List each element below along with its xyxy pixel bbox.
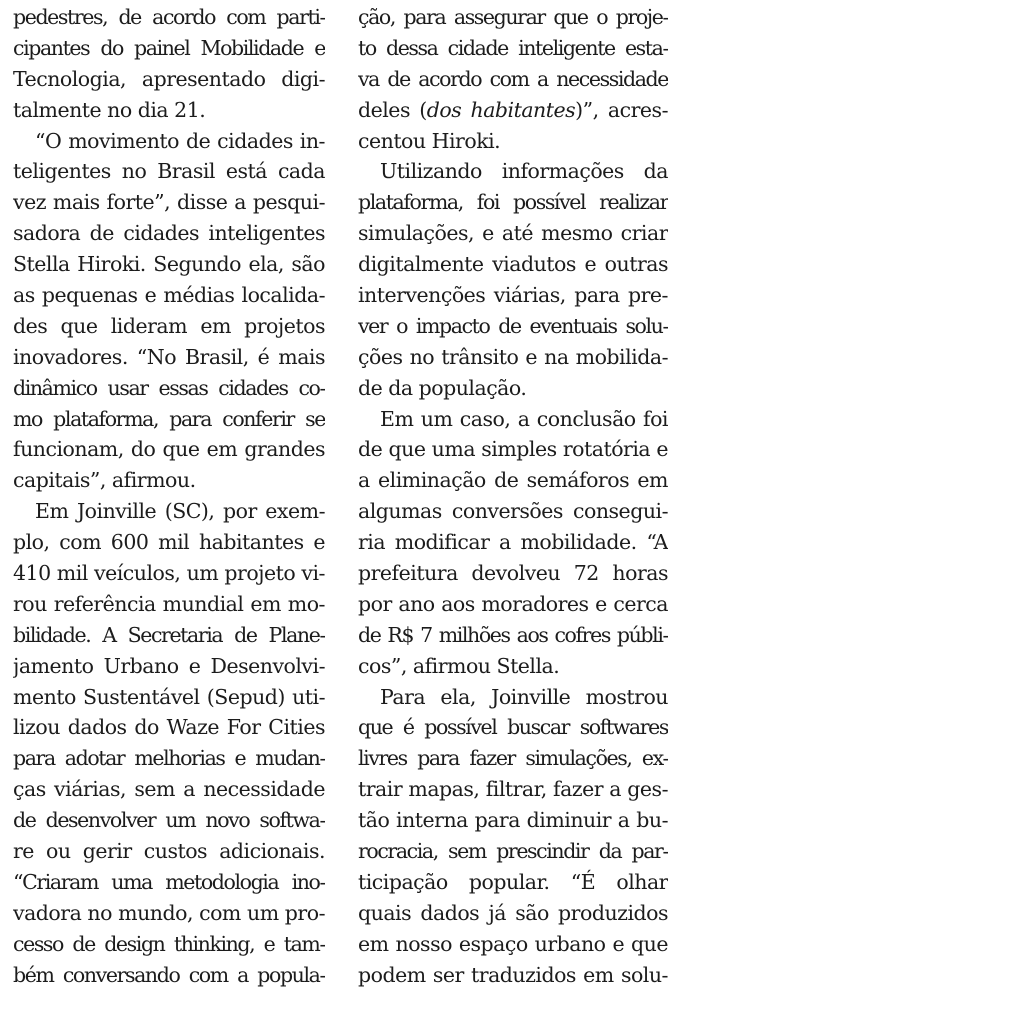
text-line: cos”, afirmou Stella.: [358, 653, 560, 678]
text-line: capitais”, afirmou.: [13, 468, 196, 493]
text-line: de que uma simples rotatória e: [358, 437, 668, 462]
article-column-left: [13, 2, 325, 988]
text-line: ria modificar a mobilidade. “A: [358, 530, 668, 555]
text-line: mo plataforma, para conferir se: [13, 406, 325, 431]
text-line: tão interna para diminuir a bu-: [358, 808, 668, 833]
text-line: des que lideram em projetos: [13, 313, 325, 338]
text-line: jamento Urbano e Desenvolvi-: [13, 653, 325, 678]
text-line: Tecnologia, apresentado digi-: [13, 66, 325, 91]
text-line: “O movimento de cidades in-: [35, 128, 325, 153]
text-line: simulações, e até mesmo criar: [358, 221, 668, 246]
text-line: podem ser traduzidos em solu-: [358, 962, 668, 987]
text-line: de da população.: [358, 375, 527, 400]
text-span: deles (: [358, 97, 427, 122]
text-line: [358, 95, 668, 126]
text-line: plo, com 600 mil habitantes e: [13, 530, 325, 555]
text-line: Em um caso, a conclusão foi: [380, 406, 668, 431]
text-line: mento Sustentável (Sepud) uti-: [13, 684, 325, 709]
text-line: pedestres, de acordo com parti-: [13, 5, 325, 29]
text-line: vadora no mundo, com um pro-: [13, 900, 325, 925]
text-line: intervenções viárias, para pre-: [358, 283, 668, 308]
text-line: ções no trânsito e na mobilida-: [358, 344, 668, 369]
text-line: teligentes no Brasil está cada: [13, 159, 325, 184]
text-line: algumas conversões consegui-: [358, 499, 668, 524]
text-line: trair mapas, filtrar, fazer a ges-: [358, 777, 668, 802]
text-line: lizou dados do Waze For Cities: [13, 715, 325, 740]
text-line: cipantes do painel Mobilidade e: [13, 35, 325, 60]
italic-span: dos habitantes: [426, 97, 576, 122]
text-line: Em Joinville (SC), por exem-: [35, 499, 325, 524]
text-line: em nosso espaço urbano e que: [358, 931, 668, 956]
text-line: digitalmente viadutos e outras: [358, 252, 668, 277]
text-line: que é possível buscar softwares: [358, 715, 668, 740]
text-line: por ano aos moradores e cerca: [358, 591, 668, 616]
text-line: ção, para assegurar que o proje-: [358, 5, 668, 29]
text-line: ticipação popular. “É olhar: [358, 869, 668, 894]
text-line: ças viárias, sem a necessidade: [13, 777, 325, 802]
text-line: ver o impacto de eventuais solu-: [358, 313, 668, 338]
article-column-right: [358, 2, 668, 988]
text-line: funcionam, do que em grandes: [13, 437, 325, 462]
text-line: centou Hiroki.: [358, 128, 501, 153]
text-line: Utilizando informações da: [380, 159, 668, 184]
text-line: de R$ 7 milhões aos cofres públi-: [358, 622, 668, 647]
text-line: va de acordo com a necessidade: [358, 66, 668, 91]
text-line: dinâmico usar essas cidades co-: [13, 375, 325, 400]
text-line: sadora de cidades inteligentes: [13, 221, 325, 246]
text-line: re ou gerir custos adicionais.: [13, 839, 325, 864]
text-line: vez mais forte”, disse a pesqui-: [13, 190, 325, 215]
text-line: rou referência mundial em mo-: [13, 591, 325, 616]
text-line: to dessa cidade inteligente esta-: [358, 35, 668, 60]
text-line: Para ela, Joinville mostrou: [380, 684, 668, 709]
text-line: livres para fazer simulações, ex-: [358, 746, 668, 771]
text-line: prefeitura devolveu 72 horas: [358, 561, 668, 586]
text-line: de desenvolver um novo softwa-: [13, 808, 325, 833]
text-line: inovadores. “No Brasil, é mais: [13, 344, 325, 369]
text-span: )”, acres-: [575, 97, 668, 122]
text-line: plataforma, foi possível realizar: [358, 190, 668, 215]
text-line: 410 mil veículos, um projeto vi-: [13, 561, 325, 586]
text-line: bém conversando com a popula-: [13, 962, 325, 987]
text-line: Stella Hiroki. Segundo ela, são: [13, 252, 325, 277]
text-line: as pequenas e médias localida-: [13, 283, 325, 308]
text-line: cesso de design thinking, e tam-: [13, 931, 325, 956]
text-line: talmente no dia 21.: [13, 97, 206, 122]
text-line: para adotar melhorias e mudan-: [13, 746, 325, 771]
text-line: quais dados já são produzidos: [358, 900, 668, 925]
text-line: “Criaram uma metodologia ino-: [13, 869, 325, 894]
text-line: a eliminação de semáforos em: [358, 468, 668, 493]
text-line: rocracia, sem prescindir da par-: [358, 839, 668, 864]
text-line: bilidade. A Secretaria de Plane-: [13, 622, 325, 647]
